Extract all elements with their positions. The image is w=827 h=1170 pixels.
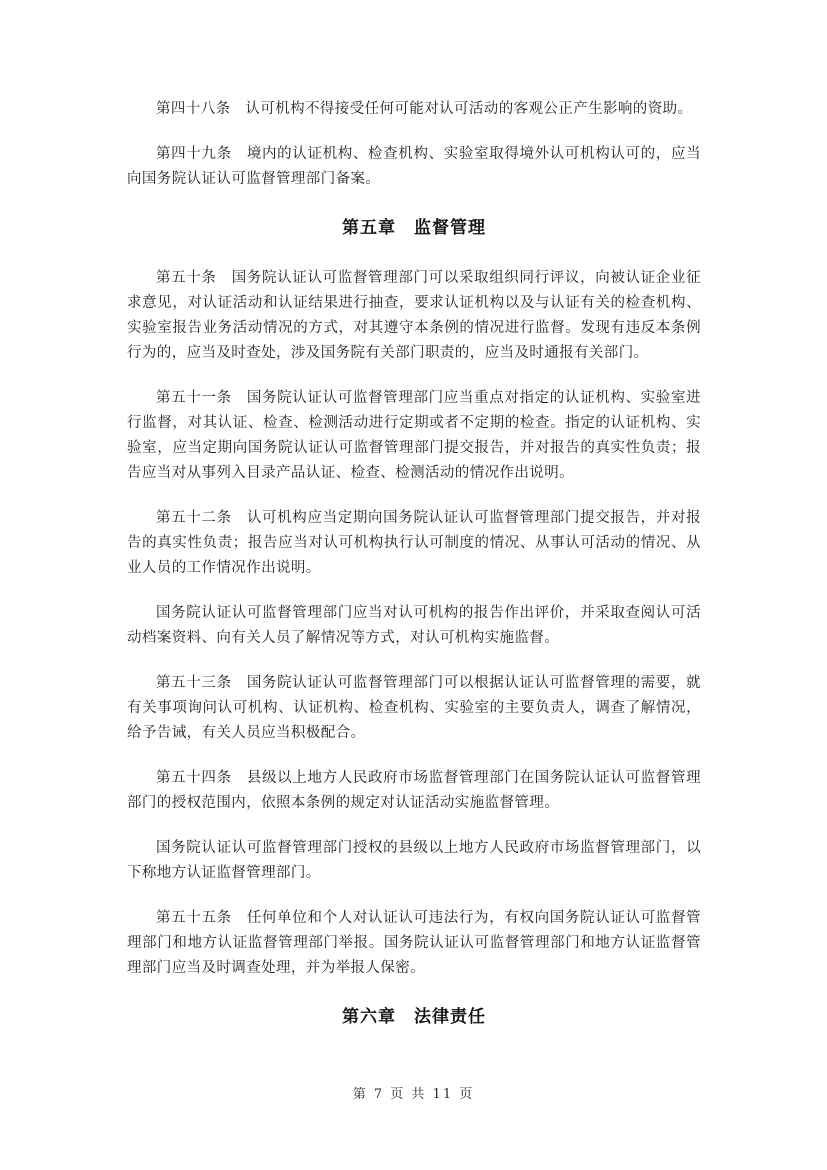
chapter-5-heading: 第五章 监督管理 — [342, 218, 486, 238]
article-55-paragraph: 第五十五条 任何单位和个人对认证认可违法行为，有权向国务院认证认可监督管理部门和地方认证监督管理部门举报。国务院认证认可监督管理部门和地方认证监督管理部门应当及时调查处理，并为举报人保密。 — [127, 910, 701, 976]
article-49-paragraph: 第四十九条 境内的认证机构、检查机构、实验室取得境外认可机构认可的，应当向国务院认证认可监督管理部门备案。 — [127, 146, 701, 187]
article-53-paragraph: 第五十三条 国务院认证认可监督管理部门可以根据认证认可监督管理的需要，就有关事项询问认可机构、认证机构、检查机构、实验室的主要负责人，调查了解情况，给予告诫，有关人员应当积极配合。 — [127, 675, 701, 741]
article-54-paragraph: 第五十四条 县级以上地方人民政府市场监督管理部门在国务院认证认可监督管理部门的授权范围内，依照本条例的规定对认证活动实施监督管理。 — [127, 770, 701, 811]
page-number-footer: 第 7 页 共 11 页 — [352, 1087, 475, 1102]
article-52-paragraph: 第五十二条 认可机构应当定期向国务院认证认可监督管理部门提交报告，并对报告的真实性负责；报告应当对认可机构执行认可制度的情况、从事认可活动的情况、从业人员的工作情况作出说明。 — [127, 510, 701, 576]
article-50-paragraph: 第五十条 国务院认证认可监督管理部门可以采取组织同行评议，向被认证企业征求意见，对认证活动和认证结果进行抽查，要求认证机构以及与认证有关的检查机构、实验室报告业务活动情况的方式，对其遵守本条例的情况进行监督。发现有违反本条例行为的，应当及时查处，涉及国务院有关部门职责的，应当及时通报有关部门。 — [127, 270, 701, 361]
article-52-continuation-paragraph: 国务院认证认可监督管理部门应当对认可机构的报告作出评价，并采取查阅认可活动档案资料、向有关人员了解情况等方式，对认可机构实施监督。 — [127, 605, 701, 646]
article-51-paragraph: 第五十一条 国务院认证认可监督管理部门应当重点对指定的认证机构、实验室进行监督，对其认证、检查、检测活动进行定期或者不定期的检查。指定的认证机构、实验室，应当定期向国务院认证认可监督管理部门提交报告，并对报告的真实性负责；报告应当对从事列入目录产品认证、检查、检测活动的情况作出说明。 — [127, 390, 701, 481]
article-54-continuation-paragraph: 国务院认证认可监督管理部门授权的县级以上地方人民政府市场监督管理部门，以下称地方认证监督管理部门。 — [127, 840, 701, 881]
article-48-paragraph: 第四十八条 认可机构不得接受任何可能对认可活动的客观公正产生影响的资助。 — [156, 101, 693, 117]
chapter-6-heading: 第六章 法律责任 — [342, 1007, 486, 1027]
